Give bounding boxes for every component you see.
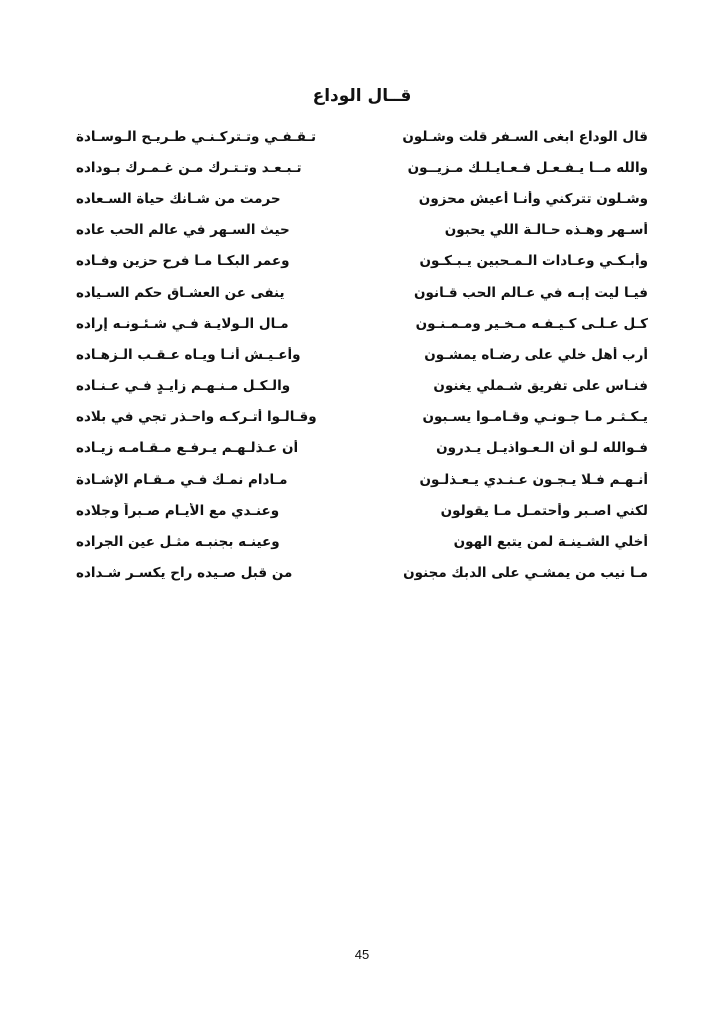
verse-row — [76, 558, 648, 589]
verse-second-hemistich: من قبل صـيده راح يكسـر شـداده — [76, 565, 293, 582]
verse-row — [76, 402, 648, 433]
verse-first-hemistich: وشـلون تتركني وأنـا أعيش محزون — [418, 190, 648, 207]
verse-second-hemistich: مـادام نمـك فـي مـقـام الإشـادة — [76, 471, 288, 488]
verse-second-hemistich: تـبـعـد وتـتـرك مـن غـمـرك بـوداده — [76, 159, 302, 176]
verse-first-hemistich: كـل عـلـى كـيـفـه مـخـير ومـمـنـون — [415, 315, 648, 332]
verse-row — [76, 464, 648, 495]
verse-first-hemistich: أنـهـم فـلا يـجـون عـنـدي يـعـذلـون — [419, 471, 648, 488]
verse-row — [76, 526, 648, 557]
verse-second-hemistich: حيث السـهر في عالم الحب عاده — [76, 222, 290, 239]
verse-second-hemistich: والـكـل مـنـهـم زايـدٍ فـي عـنـاده — [76, 378, 291, 395]
verse-first-hemistich: فيـا ليت إبـه في عـالم الحب قـانون — [414, 284, 648, 301]
verse-row — [76, 215, 648, 246]
verse-first-hemistich: أسـهر وهـذه حـالـة اللي يحبون — [444, 222, 648, 239]
verse-first-hemistich: مـا نيب من يمشـي على الدبك مجنون — [403, 565, 648, 582]
verse-row — [76, 495, 648, 526]
verse-second-hemistich: وأعـيـش أنـا ويـاه عـقـب الـزهـاده — [76, 346, 301, 363]
verse-second-hemistich: مـال الـولايـة فـي شـئـونـه إراده — [76, 315, 289, 332]
verse-second-hemistich: وعمر البكـا مـا فرح حزينٍ وفـاده — [76, 253, 290, 270]
verse-second-hemistich: وعنـدي مع الأيـام صـبراً وجلاده — [76, 502, 280, 519]
verse-row — [76, 339, 648, 370]
verse-first-hemistich: أخلي الشـينـة لمن يتبع الهون — [453, 534, 648, 551]
verse-first-hemistich: أرب أهل خلي على رضـاه يمشـون — [424, 346, 648, 363]
page-number: 45 — [354, 947, 370, 962]
verse-row — [76, 433, 648, 464]
verse-second-hemistich: ينفى عن العشـاق حكم السـياده — [76, 284, 285, 301]
verse-row — [76, 246, 648, 277]
verse-row — [76, 308, 648, 339]
verse-first-hemistich: قال الوداع ابغى السـفر قلت وشـلون — [402, 128, 648, 145]
verse-second-hemistich: حرمت من شـانك حياة السـعاده — [76, 190, 281, 207]
verse-row — [76, 121, 648, 152]
verse-second-hemistich: تـقـفـي وتـتركـنـي طـريـح الـوسـادة — [76, 128, 317, 145]
verse-first-hemistich: وأبـكـي وعـادات الـمـحبين يـبـكـون — [419, 253, 648, 270]
verse-row — [76, 371, 648, 402]
verse-first-hemistich: والله مــا يـفـعـل فـعـايـلـك مـزيــون — [407, 159, 648, 176]
poem-verses — [76, 121, 648, 589]
verse-row — [76, 183, 648, 214]
verse-first-hemistich: فنـاس على تفريق شـملي يغنون — [433, 378, 648, 395]
verse-first-hemistich: لكني اصـبر وأحتمـل مـا يقولون — [440, 502, 648, 519]
poem-title: قــال الوداع — [312, 86, 412, 106]
verse-first-hemistich: فـوالله لـو أن الـعـواذيـل يـدرون — [436, 440, 648, 457]
verse-first-hemistich: يـكـثـر مـا جـونـي وقـامـوا يسـبون — [422, 409, 648, 426]
verse-second-hemistich: وعينـه بجنبـه مثـل عين الجراده — [76, 534, 280, 551]
verse-second-hemistich: أن عـذلـهـم يـرفـع مـقـامـه زيـاده — [76, 440, 299, 457]
verse-row — [76, 152, 648, 183]
verse-second-hemistich: وقـالـوا أتـركـه واحـذر تجي في بلاده — [76, 409, 317, 426]
verse-row — [76, 277, 648, 308]
